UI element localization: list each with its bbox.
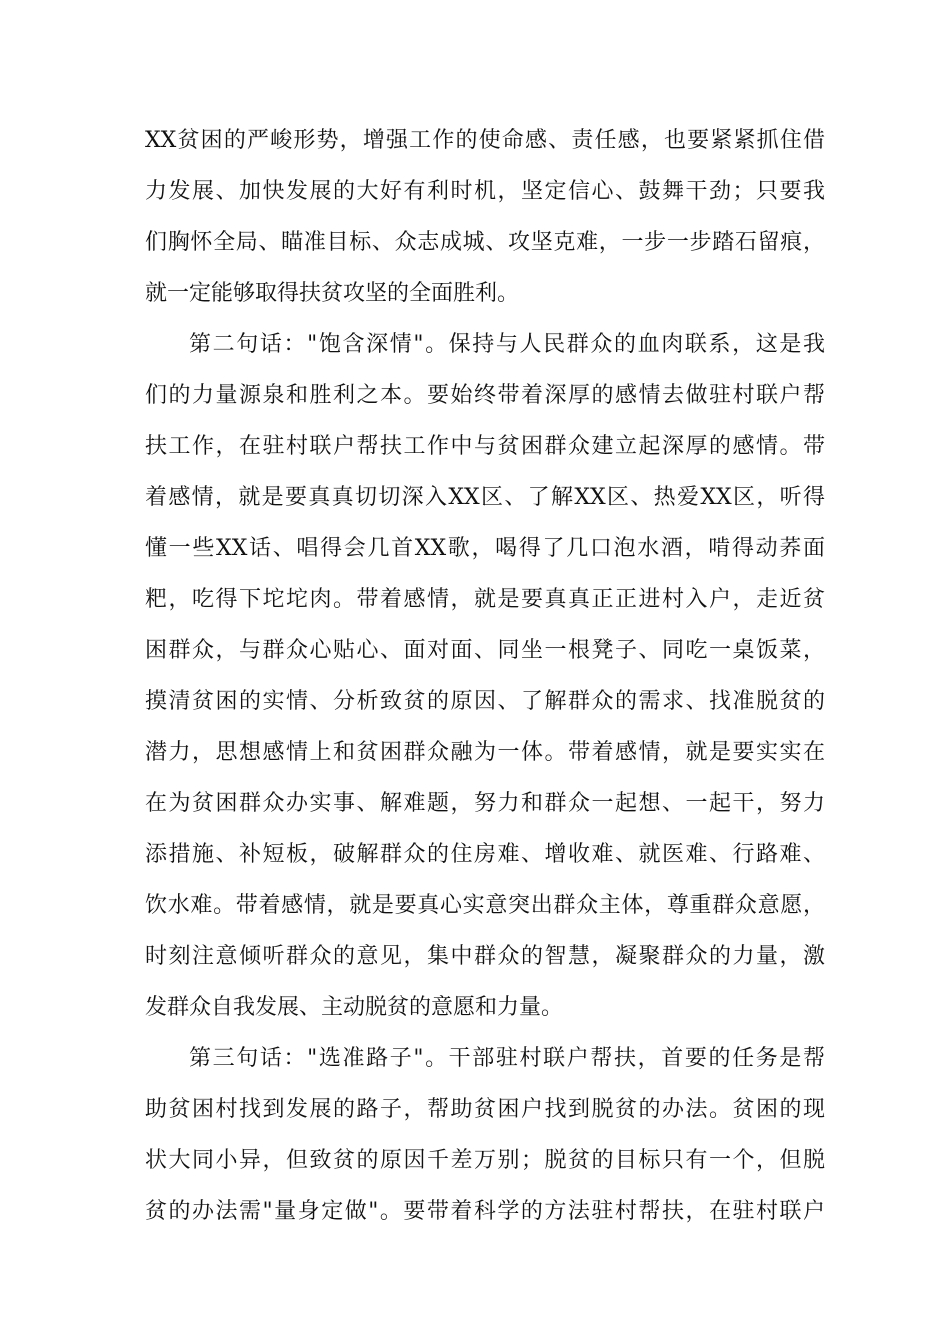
text-line: 贫的办法需"量身定做"。要带着科学的方法驻村帮扶，在驻村联户 <box>145 1199 825 1224</box>
text-line: XX贫困的严峻形势，增强工作的使命感、责任感，也要紧紧抓住借 <box>145 128 825 153</box>
text-line: 潜力，思想感情上和贫困群众融为一体。带着感情，就是要实实在 <box>145 740 825 765</box>
text-line: 困群众，与群众心贴心、面对面、同坐一根凳子、同吃一桌饭菜， <box>145 638 825 663</box>
text-line: 粑，吃得下坨坨肉。带着感情，就是要真真正正进村入户，走近贫 <box>145 587 825 612</box>
text-line: 懂一些XX话、唱得会几首XX歌，喝得了几口泡水酒，啃得动荞面 <box>145 536 825 561</box>
text-line: 助贫困村找到发展的路子，帮助贫困户找到脱贫的办法。贫困的现 <box>145 1097 825 1122</box>
text-line: 状大同小异，但致贫的原因千差万别；脱贫的目标只有一个，但脱 <box>145 1148 825 1173</box>
paragraph-3 <box>145 1033 825 1237</box>
text-line: 们胸怀全局、瞄准目标、众志成城、攻坚克难，一步一步踏石留痕， <box>145 230 825 255</box>
text-line: 就一定能够取得扶贫攻坚的全面胜利。 <box>145 281 520 306</box>
text-line: 扶工作，在驻村联户帮扶工作中与贫困群众建立起深厚的感情。带 <box>145 434 825 459</box>
text-line: 力发展、加快发展的大好有利时机，坚定信心、鼓舞干劲；只要我 <box>145 179 825 204</box>
paragraph-2 <box>145 319 825 1033</box>
text-line: 第二句话："饱含深情"。保持与人民群众的血肉联系，这是我 <box>189 332 825 357</box>
paragraph-1 <box>145 115 825 319</box>
text-line: 饮水难。带着感情，就是要真心实意突出群众主体，尊重群众意愿， <box>145 893 825 918</box>
text-line: 们的力量源泉和胜利之本。要始终带着深厚的感情去做驻村联户帮 <box>145 383 825 408</box>
body-text <box>145 115 825 1237</box>
text-line: 发群众自我发展、主动脱贫的意愿和力量。 <box>145 995 564 1020</box>
text-line: 着感情，就是要真真切切深入XX区、了解XX区、热爱XX区，听得 <box>145 485 825 510</box>
text-line: 摸清贫困的实情、分析致贫的原因、了解群众的需求、找准脱贫的 <box>145 689 825 714</box>
text-line: 第三句话："选准路子"。干部驻村联户帮扶，首要的任务是帮 <box>189 1046 825 1071</box>
text-line: 时刻注意倾听群众的意见，集中群众的智慧，凝聚群众的力量，激 <box>145 944 825 969</box>
text-line: 在为贫困群众办实事、解难题，努力和群众一起想、一起干，努力 <box>145 791 825 816</box>
text-line: 添措施、补短板，破解群众的住房难、增收难、就医难、行路难、 <box>145 842 825 867</box>
